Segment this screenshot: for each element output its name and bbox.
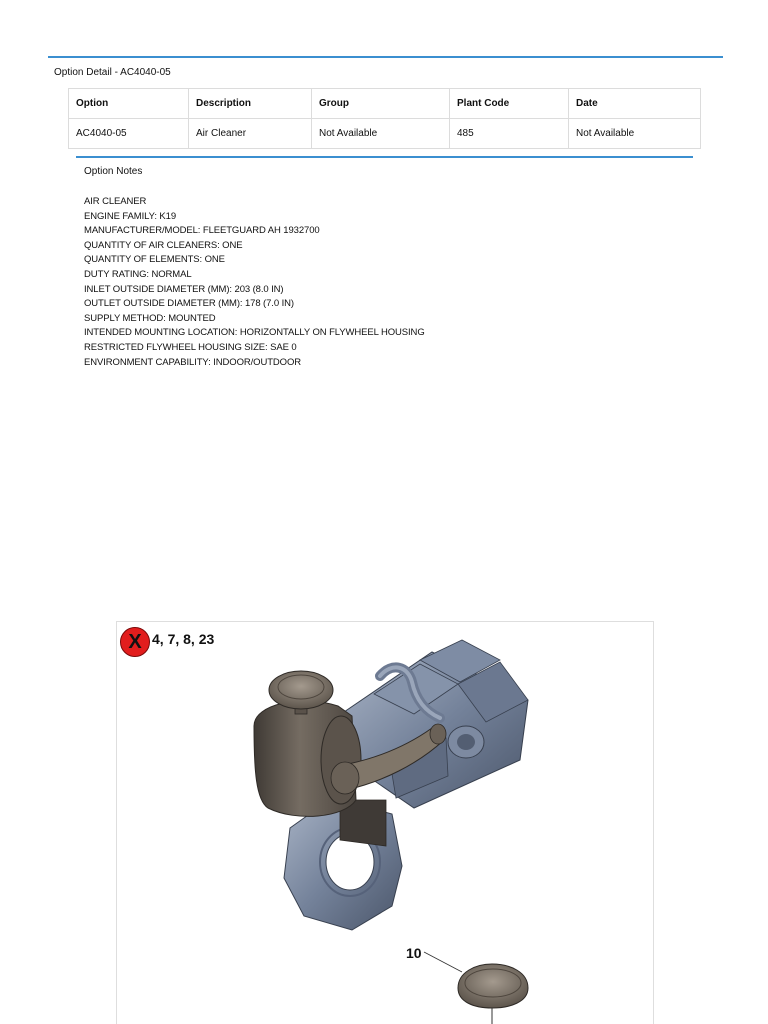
note-line: QUANTITY OF ELEMENTS: ONE <box>84 254 225 266</box>
section-title: Option Detail - AC4040-05 <box>54 67 171 78</box>
cell-group: Not Available <box>312 119 450 149</box>
note-line: OUTLET OUTSIDE DIAMETER (MM): 178 (7.0 IN) <box>84 298 294 310</box>
note-line: QUANTITY OF AIR CLEANERS: ONE <box>84 239 243 251</box>
note-line: SUPPLY METHOD: MOUNTED <box>84 312 216 324</box>
column-header-date: Date <box>569 89 701 119</box>
column-header-description: Description <box>189 89 312 119</box>
figure-reference-numbers: 4, 7, 8, 23 <box>152 631 215 647</box>
note-line: AIR CLEANER <box>84 196 147 207</box>
note-line: ENVIRONMENT CAPABILITY: INDOOR/OUTDOOR <box>84 356 302 368</box>
cell-plant-code: 485 <box>450 119 569 149</box>
callout-leader-line <box>424 952 462 972</box>
note-line: DUTY RATING: NORMAL <box>84 268 192 280</box>
column-header-option: Option <box>69 89 189 119</box>
column-header-plant-code: Plant Code <box>450 89 569 119</box>
note-line: INLET OUTSIDE DIAMETER (MM): 203 (8.0 IN) <box>84 283 284 295</box>
note-line: MANUFACTURER/MODEL: FLEETGUARD AH 1932700 <box>84 225 320 237</box>
flywheel-housing <box>284 798 402 930</box>
note-line: INTENDED MOUNTING LOCATION: HORIZONTALLY ON FLYWHEEL HOUSING <box>84 327 425 339</box>
note-line: ENGINE FAMILY: K19 <box>84 210 177 222</box>
column-header-group: Group <box>312 89 450 119</box>
cell-option: AC4040-05 <box>69 119 189 149</box>
note-line: RESTRICTED FLYWHEEL HOUSING SIZE: SAE 0 <box>84 341 297 353</box>
removed-parts-badge: X <box>120 627 150 657</box>
notes-title: Option Notes <box>84 166 143 177</box>
part-callout-label: 10 <box>406 945 422 961</box>
cell-date: Not Available <box>569 119 701 149</box>
cell-description: Air Cleaner <box>189 119 312 149</box>
replacement-cap-part <box>458 964 528 1024</box>
